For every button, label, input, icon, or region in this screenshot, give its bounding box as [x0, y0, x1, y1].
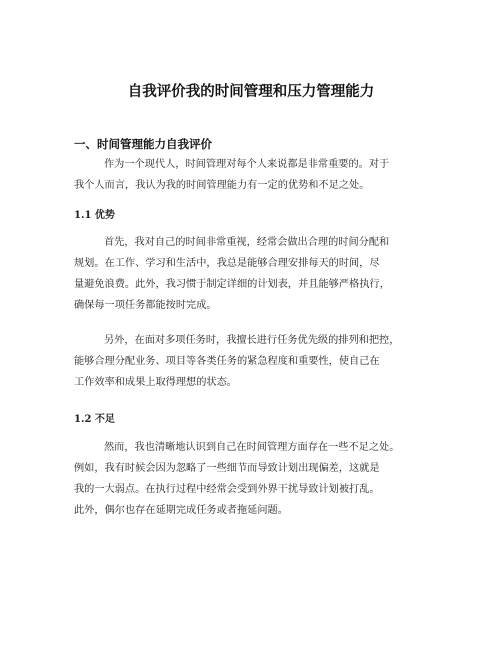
paragraph-line: 然而，我也清晰地认识到自己在时间管理方面存在一些不足之处。: [104, 442, 400, 453]
paragraph-line: 我的一大弱点。在执行过程中经常会受到外界干扰导致计划被打乱。: [74, 484, 380, 495]
section-heading-time-management: 一、时间管理能力自我评价: [74, 137, 212, 151]
paragraph-line: 规划。在工作、学习和生活中，我总是能够合理安排每天的时间，尽: [74, 258, 380, 269]
subsection-heading-weaknesses: 1.2 不足: [74, 414, 115, 425]
paragraph-line: 例如，我有时候会因为忽略了一些细节而导致计划出现偏差，这就是: [74, 463, 380, 474]
paragraph-line: 确保每一项任务都能按时完成。: [74, 300, 217, 311]
strengths-paragraph-2: [74, 330, 399, 393]
paragraph-line: 工作效率和成果上取得理想的状态。: [74, 377, 237, 388]
subsection-heading-strengths: 1.1 优势: [74, 210, 115, 221]
paragraph-line: 此外，偶尔也存在延期完成任务或者拖延问题。: [74, 505, 288, 516]
weaknesses-paragraph-1: [74, 437, 399, 521]
strengths-paragraph-1: [74, 232, 390, 316]
paragraph-line: 能够合理分配业务、项目等各类任务的紧急程度和重要性，使自己在: [74, 356, 380, 367]
paragraph-line: 量避免浪费。此外，我习惯于制定详细的计划表，并且能够严格执行，: [74, 279, 390, 290]
paragraph-line: 另外，在面对多项任务时，我擅长进行任务优先级的排列和把控，: [104, 335, 400, 346]
paragraph-line: 我个人而言，我认为我的时间管理能力有一定的优势和不足之处。: [74, 180, 370, 191]
document-title: 自我评价我的时间管理和压力管理能力: [127, 84, 375, 100]
section-intro-paragraph: [74, 154, 389, 196]
paragraph-line: 首先，我对自己的时间非常重视，经常会做出合理的时间分配和: [104, 237, 390, 248]
paragraph-line: 作为一个现代人，时间管理对每个人来说都是非常重要的。对于: [104, 159, 390, 170]
